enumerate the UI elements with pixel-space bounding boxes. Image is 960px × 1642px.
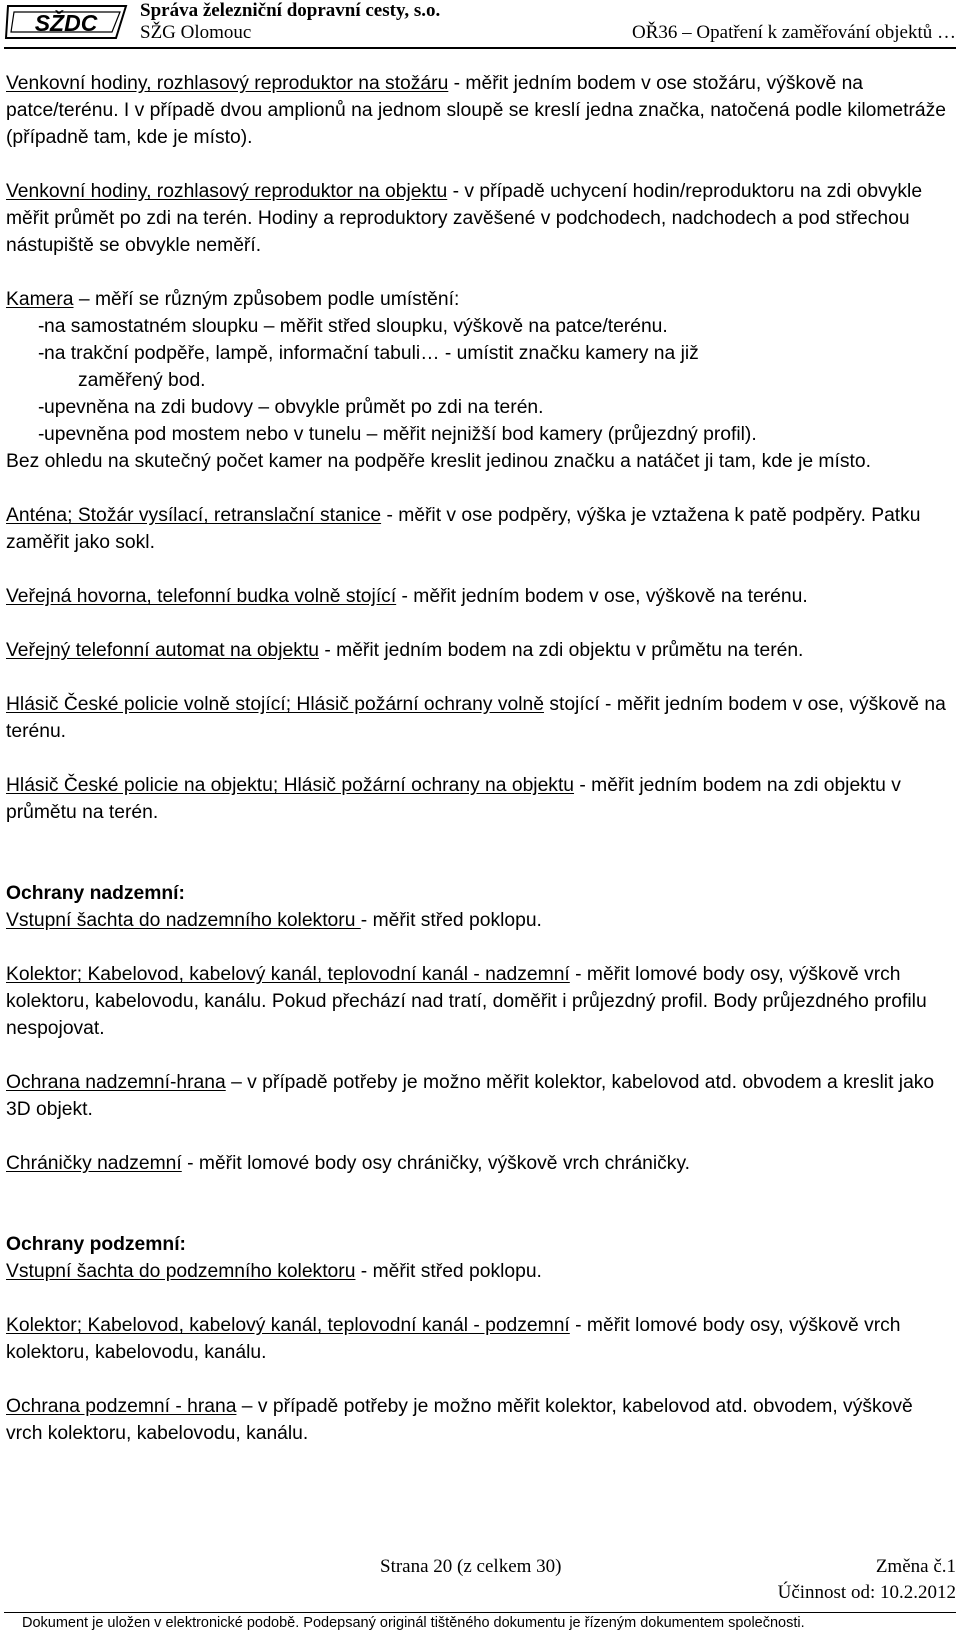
term-above-conduit: Chráničky nadzemní bbox=[6, 1153, 182, 1174]
heading-above-ground: Ochrany nadzemní: bbox=[6, 883, 185, 904]
term-below-edge: Ochrana podzemní - hrana bbox=[6, 1396, 237, 1417]
text-alarm-on-object: - měřit jedním bodem na zdi objektu v průmětu na terén. bbox=[6, 775, 901, 823]
term-below-shaft: Vstupní šachta do podzemního kolektoru bbox=[6, 1261, 356, 1282]
term-antenna: Anténa; Stožár vysílací, retranslační stanice bbox=[6, 505, 382, 526]
camera-bullet-4: - upevněna pod mostem nebo v tunelu – měřit nejnižší bod kamery (průjezdný profil). bbox=[38, 424, 757, 445]
paragraph-antenna bbox=[6, 502, 954, 556]
camera-bullet-2: - na trakční podpěře, lampě, informační tabuli… - umístit značku kamery na již bbox=[38, 343, 699, 364]
footer-note: Dokument je uložen v elektronické podobě. Podepsaný originál tištěného dokumentu je řízeným dokumentem společnosti. bbox=[22, 1615, 805, 1631]
below-item-collector bbox=[6, 1312, 954, 1366]
above-item-edge bbox=[6, 1069, 954, 1123]
effective-date: Účinnost od: 10.2.2012 bbox=[777, 1582, 956, 1603]
organization-unit: SŽG Olomouc bbox=[140, 22, 252, 43]
term-clock-on-object: Venkovní hodiny, rozhlasový reproduktor na objektu bbox=[6, 181, 448, 202]
paragraph-camera bbox=[6, 286, 954, 313]
text-camera: – měří se různým způsobem podle umístění: bbox=[73, 289, 460, 310]
term-alarm-on-object: Hlásič České policie na objektu; Hlásič požární ochrany na objektu bbox=[6, 775, 575, 796]
text-phone-booth: - měřit jedním bodem v ose, výškově na terénu. bbox=[396, 586, 808, 607]
term-alarm-standalone: Hlásič České policie volně stojící; Hlásič požární ochrany volně bbox=[6, 694, 544, 715]
below-item-shaft bbox=[6, 1258, 954, 1285]
svg-text:SŽDC: SŽDC bbox=[34, 10, 98, 36]
below-item-edge bbox=[6, 1393, 954, 1447]
term-above-edge: Ochrana nadzemní-hrana bbox=[6, 1072, 226, 1093]
heading-underground: Ochrany podzemní: bbox=[6, 1234, 186, 1255]
szdc-logo bbox=[4, 2, 130, 42]
document-title: OŘ36 – Opatření k zaměřování objektů … bbox=[632, 22, 956, 43]
paragraph-payphone bbox=[6, 637, 954, 664]
page-header bbox=[0, 0, 960, 46]
text-payphone: - měřit jedním bodem na zdi objektu v průmětu na terén. bbox=[319, 640, 804, 661]
header-divider bbox=[4, 47, 956, 49]
term-payphone: Veřejný telefonní automat na objektu bbox=[6, 640, 319, 661]
above-item-shaft bbox=[6, 907, 954, 934]
term-below-collector: Kolektor; Kabelovod, kabelový kanál, teplovodní kanál - podzemní bbox=[6, 1315, 570, 1336]
page-number: Strana 20 (z celkem 30) bbox=[380, 1556, 562, 1577]
text-clock-on-object: - v případě uchycení hodin/reproduktoru na zdi obvykle měřit průmět po zdi na terén. Hodiny a reproduktory zavěšené v podchodech, nadchodech a pod střechou nástupiště se obvykle neměří. bbox=[6, 181, 923, 256]
camera-bullet-3: - upevněna na zdi budovy – obvykle průmět po zdi na terén. bbox=[38, 397, 544, 418]
term-above-shaft: Vstupní šachta do nadzemního kolektoru bbox=[6, 910, 361, 931]
paragraph-alarm-standalone bbox=[6, 691, 954, 745]
text-above-conduit: - měřit lomové body osy chráničky, výškově vrch chráničky. bbox=[181, 1153, 691, 1174]
term-camera: Kamera bbox=[6, 289, 74, 310]
camera-bullet-1: - na samostatném sloupku – měřit střed sloupku, výškově na patce/terénu. bbox=[38, 316, 668, 337]
above-item-conduit bbox=[6, 1150, 954, 1177]
camera-bullet-2-continuation: zaměřený bod. bbox=[78, 370, 206, 391]
term-clock-on-pole: Venkovní hodiny, rozhlasový reproduktor na stožáru bbox=[6, 73, 449, 94]
paragraph-phone-booth bbox=[6, 583, 954, 610]
text-antenna: - měřit v ose podpěry, výška je vztažena k patě podpěry. Patku zaměřit jako sokl. bbox=[6, 505, 921, 553]
page-content bbox=[6, 70, 954, 1447]
text-alarm-standalone: stojící - měřit jedním bodem v ose, výškově na terénu. bbox=[6, 694, 946, 742]
text-below-collector: - měřit lomové body osy, výškově vrch kolektoru, kabelovodu, kanálu. bbox=[6, 1315, 901, 1363]
text-below-edge: – v případě potřeby je možno měřit kolektor, kabelovod atd. obvodem, výškově vrch kolektoru, kabelovodu, kanálu. bbox=[6, 1396, 913, 1444]
term-phone-booth: Veřejná hovorna, telefonní budka volně stojící bbox=[6, 586, 397, 607]
text-above-collector: - měřit lomové body osy, výškově vrch kolektoru, kabelovodu, kanálu. Pokud přechází nad tratí, doměřit i průjezdný profil. Body průjezdného profilu nespojovat. bbox=[6, 964, 927, 1039]
above-item-collector bbox=[6, 961, 954, 1042]
text-above-edge: – v případě potřeby je možno měřit kolektor, kabelovod atd. obvodem a kreslit jako 3D objekt. bbox=[6, 1072, 935, 1120]
organization-name: Správa železniční dopravní cesty, s.o. bbox=[140, 0, 441, 21]
paragraph-clock-on-pole bbox=[6, 70, 954, 151]
text-above-shaft: - měřit střed poklopu. bbox=[360, 910, 542, 931]
camera-note: Bez ohledu na skutečný počet kamer na podpěře kreslit jedinou značku a natáčet ji tam, kde je místo. bbox=[6, 451, 871, 472]
paragraph-clock-on-object bbox=[6, 178, 954, 259]
term-above-collector: Kolektor; Kabelovod, kabelový kanál, teplovodní kanál - nadzemní bbox=[6, 964, 570, 985]
text-below-shaft: - měřit střed poklopu. bbox=[355, 1261, 542, 1282]
change-number: Změna č.1 bbox=[875, 1556, 956, 1577]
text-clock-on-pole: - měřit jedním bodem v ose stožáru, výškově na patce/terénu. I v případě dvou amplionů na jednom sloupě se kreslí jedna značka, natočená podle kilometráže (případně tam, kde je místo). bbox=[6, 73, 947, 148]
footer-divider bbox=[4, 1612, 956, 1613]
paragraph-alarm-on-object bbox=[6, 772, 954, 826]
